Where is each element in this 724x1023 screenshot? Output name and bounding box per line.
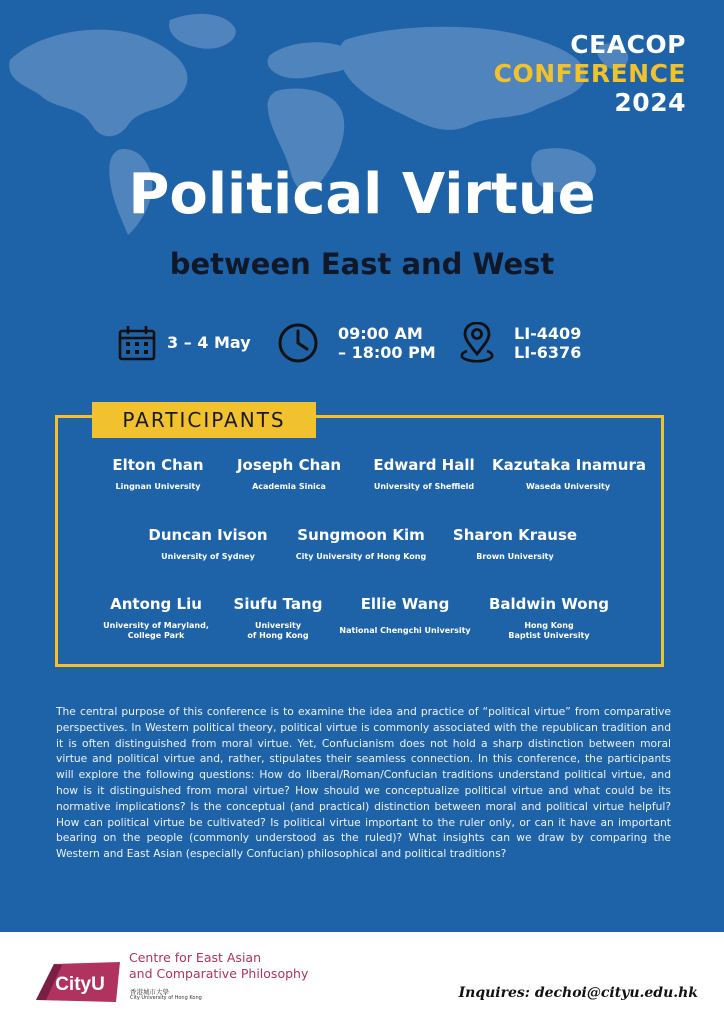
- participant-affiliation: City University of Hong Kong: [295, 552, 427, 561]
- event-time-start: 09:00 AM: [338, 324, 423, 343]
- university-chinese-name: 香港城市大學: [130, 988, 169, 996]
- participant-name: Joseph Chan: [236, 456, 342, 474]
- participant-affiliation: Lingnan University: [115, 482, 201, 491]
- event-time-end: – 18:00 PM: [338, 343, 436, 362]
- clock-icon: [277, 322, 319, 364]
- participant-name: Kazutaka Inamura: [492, 456, 646, 474]
- conference-description: The central purpose of this conference is to examine the idea and practice of “political virtue” from comparative perspectives. In Western political theory, political virtue is commonly associated with the republican tradition and it is often distinguished from moral virtue. Yet, Confucianism does not hold a sharp distinction between moral virtue and political virtue and, rather, stipulates their seamless connection. In this conference, the participants will explore the following questions: How do liberal/Roman/Confucian traditions understand political virtue, and how is it distinguished from moral virtue? How should we conceptualize political virtue and what could be its normative implications? Is the conceptual (and practical) distinction between moral and political virtue helpful? How can political virtue be cultivated? Is political virtue important to the ruler only, or can it have an important bearing on the people (commonly understood as the ruled)? What insights can we draw by comparing the Western and East Asian (especially Confucian) philosophical and political traditions?: [56, 705, 671, 861]
- university-english-name: City University of Hong Kong: [130, 995, 202, 1001]
- conference-name: CEACOP: [570, 30, 686, 59]
- participant-affiliation: National Chengchi University: [339, 626, 471, 635]
- event-date: 3 – 4 May: [167, 333, 251, 352]
- participant-name: Sungmoon Kim: [297, 526, 425, 544]
- event-room-1: LI-4409: [514, 324, 582, 343]
- poster-subtitle: between East and West: [169, 247, 555, 281]
- centre-name: [129, 950, 308, 982]
- participant-name: Antong Liu: [110, 595, 202, 613]
- conference-year: 2024: [614, 88, 686, 117]
- svg-text:CityU: CityU: [55, 974, 105, 995]
- calendar-icon: [118, 325, 156, 361]
- participant-name: Edward Hall: [373, 456, 475, 474]
- participant-affiliation: University: [254, 621, 302, 630]
- participant-affiliation: Baptist University: [508, 631, 590, 640]
- participant-name: Duncan Ivison: [148, 526, 268, 544]
- participant-affiliation: College Park: [127, 631, 185, 640]
- participant-name: Sharon Krause: [452, 526, 578, 544]
- participant-affiliation: of Hong Kong: [247, 631, 309, 640]
- poster-title: Political Virtue: [128, 162, 596, 227]
- inquiries-contact: Inquires: dechoi@cityu.edu.hk: [458, 985, 698, 1001]
- participant-name: Elton Chan: [112, 456, 204, 474]
- participant-name: Siufu Tang: [233, 595, 323, 613]
- participant-name: Ellie Wang: [360, 595, 450, 613]
- participant-affiliation: Hong Kong: [524, 621, 574, 630]
- centre-name-line1: Centre for East Asian: [129, 950, 261, 965]
- conference-label: CONFERENCE: [493, 59, 686, 88]
- participant-name: Baldwin Wong: [488, 595, 610, 613]
- participant-affiliation: Waseda University: [525, 482, 611, 491]
- conference-badge: [494, 30, 686, 117]
- participant-affiliation: University of Maryland,: [103, 621, 209, 630]
- location-pin-icon: [457, 322, 497, 364]
- participant-affiliation: University of Sheffield: [373, 482, 475, 491]
- centre-name-line2: and Comparative Philosophy: [129, 966, 309, 981]
- cityu-logo: [36, 962, 120, 1002]
- event-room-2: LI-6376: [514, 343, 582, 362]
- participants-label: PARTICIPANTS: [92, 402, 316, 438]
- participant-affiliation: Brown University: [476, 552, 554, 561]
- participant-affiliation: University of Sydney: [161, 552, 255, 561]
- participant-affiliation: Academia Sinica: [252, 482, 326, 491]
